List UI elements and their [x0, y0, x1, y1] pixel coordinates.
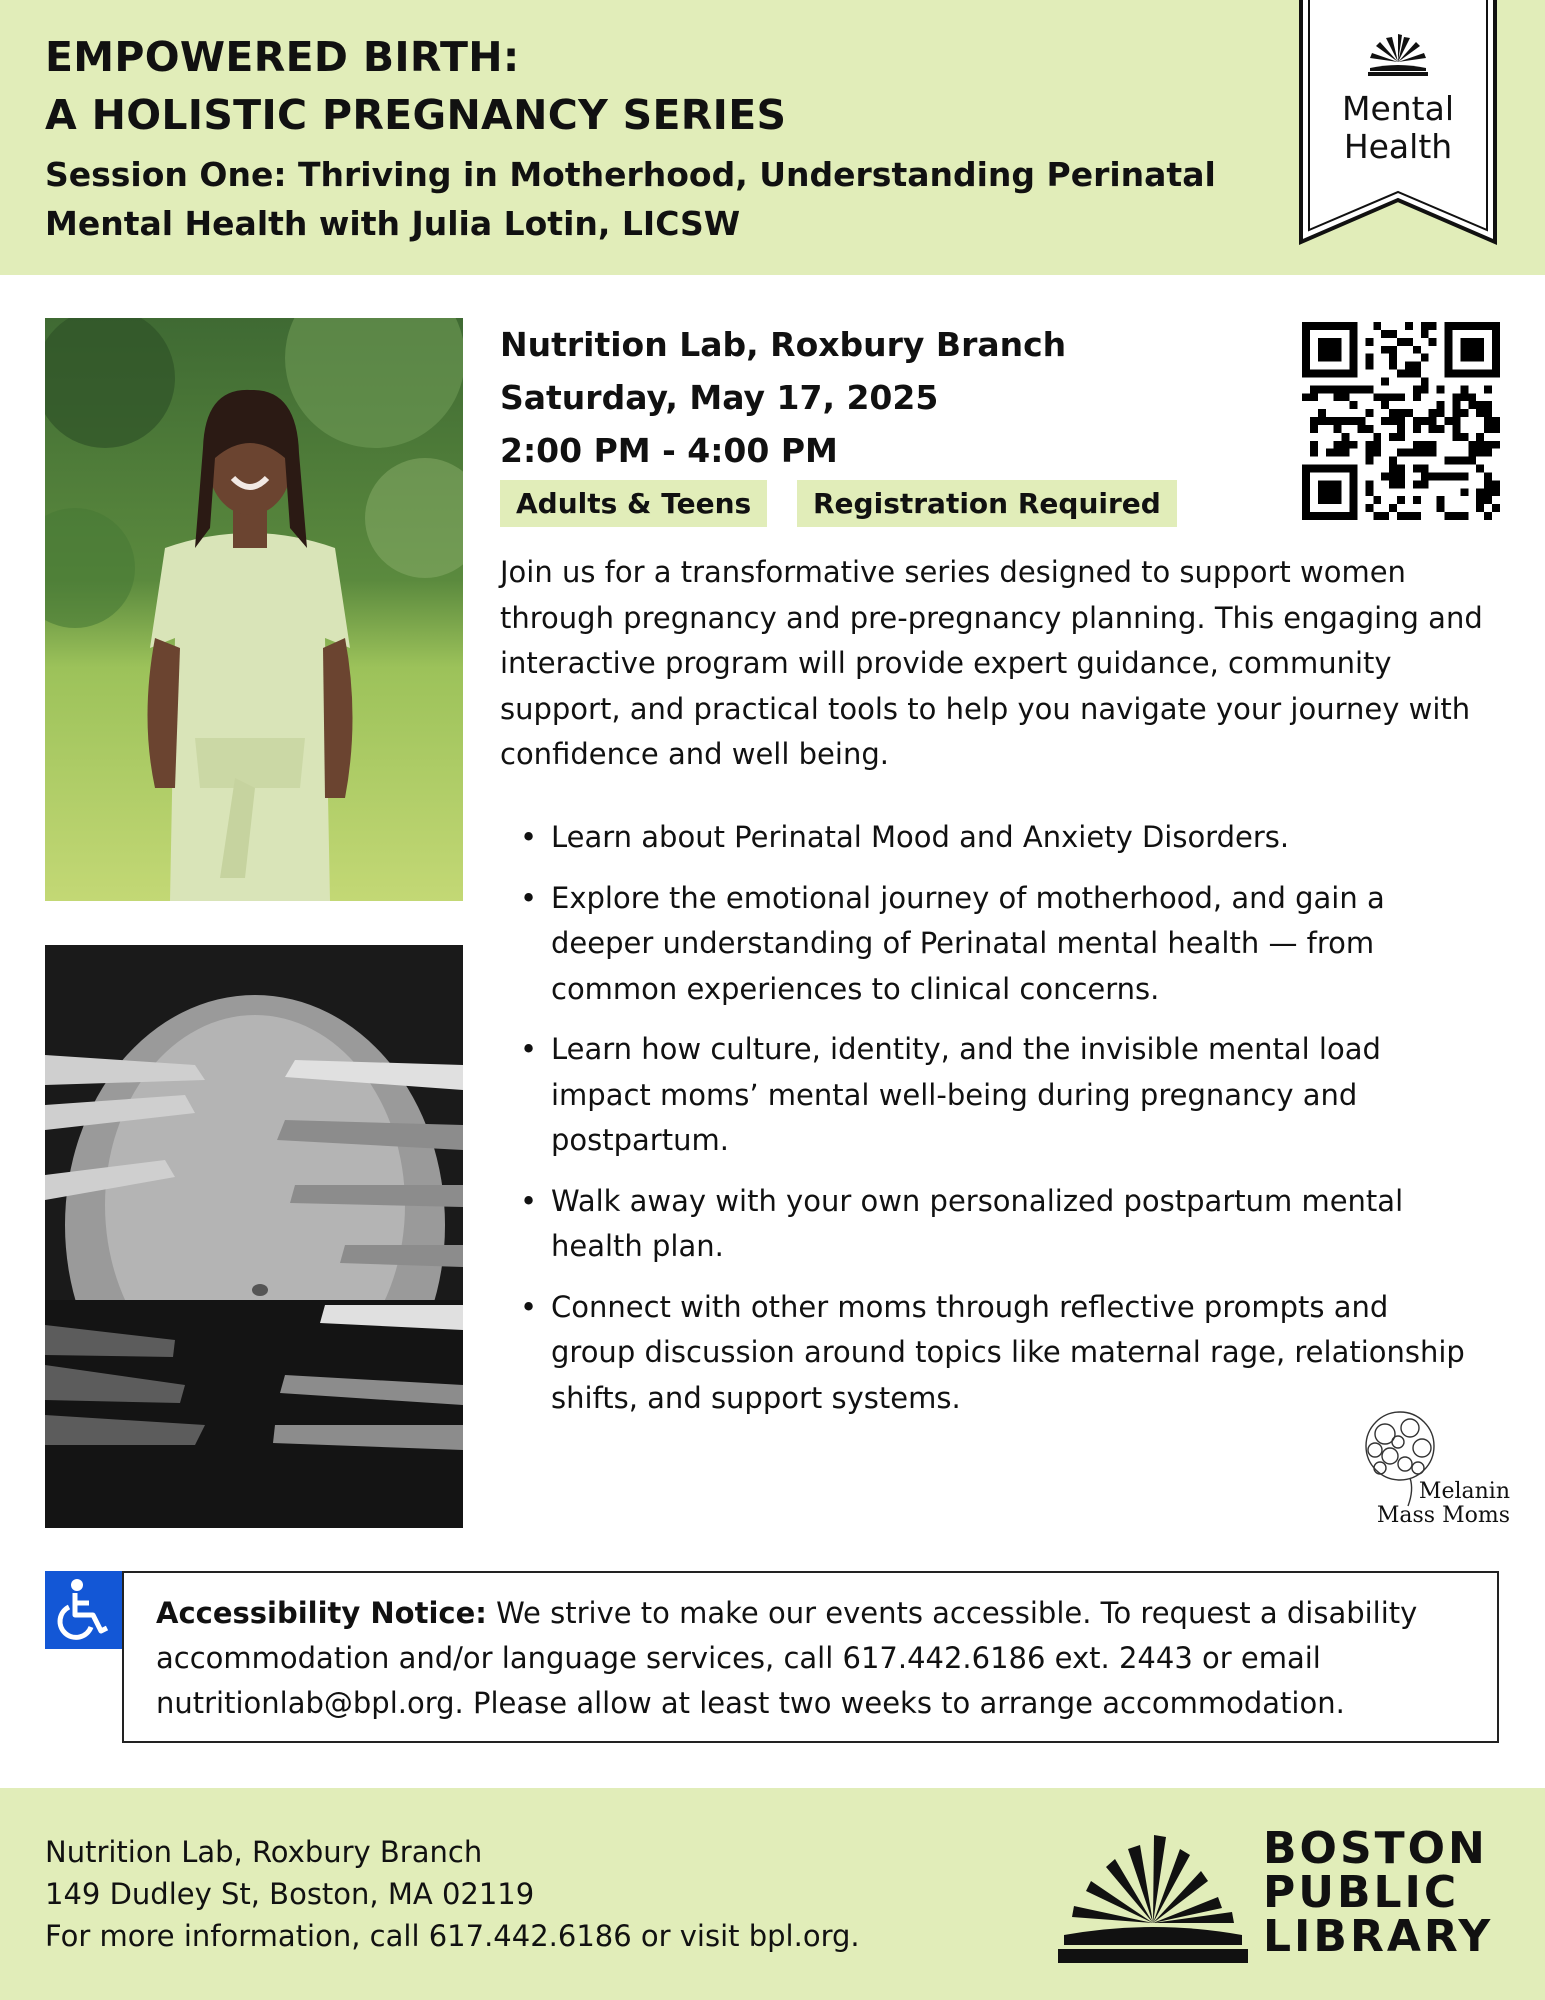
- list-item: • Learn how culture, identity, and the invisible mental load impact moms’ mental well-being during pregnancy and postpartum.: [520, 1027, 1480, 1164]
- bpl-wordmark: [1263, 1823, 1494, 1962]
- melanin-mass-moms-text: [1360, 1480, 1510, 1528]
- title-line-2: A HOLISTIC PREGNANCY SERIES: [45, 91, 787, 139]
- footer-address: 149 Dudley St, Boston, MA 02119: [45, 1877, 535, 1911]
- accessibility-text: [156, 1591, 1476, 1726]
- bpl-line-3: LIBRARY: [1263, 1911, 1494, 1962]
- event-time: 2:00 PM - 4:00 PM: [500, 431, 838, 470]
- partner-logo-line-2: Mass Moms: [1376, 1503, 1510, 1528]
- badge-line-2: Health: [1343, 127, 1453, 166]
- footer-branch: Nutrition Lab, Roxbury Branch: [45, 1835, 483, 1869]
- wheelchair-icon: [45, 1571, 123, 1649]
- title-line-1: EMPOWERED BIRTH:: [45, 33, 520, 81]
- event-location: Nutrition Lab, Roxbury Branch: [500, 325, 1067, 364]
- footer-contact: [45, 1831, 860, 1957]
- tag-registration: Registration Required: [797, 480, 1177, 527]
- footer-info: For more information, call 617.442.6186 or visit bpl.org.: [45, 1919, 860, 1953]
- list-item: • Explore the emotional journey of motherhood, and gain a deeper understanding of Perinatal mental health — from common experiences to clinical concerns.: [520, 876, 1480, 1013]
- qr-code[interactable]: [1302, 322, 1500, 520]
- mental-health-badge: [1299, 0, 1497, 248]
- partner-logo-line-1: Melanin: [1418, 1479, 1510, 1504]
- list-item: • Walk away with your own personalized postpartum mental health plan.: [520, 1179, 1480, 1270]
- tag-audience: Adults & Teens: [500, 480, 767, 527]
- accessibility-notice: [122, 1571, 1499, 1743]
- event-date: Saturday, May 17, 2025: [500, 378, 939, 417]
- session-subtitle: Session One: Thriving in Motherhood, Understanding Perinatal Mental Health with Julia Lotin, LICSW: [45, 155, 1216, 243]
- bpl-line-2: PUBLIC: [1263, 1867, 1460, 1918]
- topics-list: [520, 815, 1480, 1436]
- page-title: [45, 28, 786, 144]
- footer: [0, 1788, 1545, 2000]
- event-description: Join us for a transformative series designed to support women through pregnancy and pre-pregnancy planning. This engaging and interactive program will provide expert guidance, community support, and practical tools to help you navigate your journey with confidence and well being.: [500, 555, 1483, 771]
- badge-line-1: Mental: [1341, 89, 1455, 128]
- bpl-book-fan-logo: [1058, 1831, 1248, 1966]
- event-info: [500, 318, 1066, 477]
- accessibility-label: Accessibility Notice:: [156, 1596, 487, 1630]
- list-item: • Learn about Perinatal Mood and Anxiety Disorders.: [520, 815, 1480, 861]
- list-item: • Connect with other moms through reflective prompts and group discussion around topics like maternal rage, relationship shifts, and support systems.: [520, 1285, 1480, 1422]
- pregnancy-hands-photo: [45, 945, 463, 1528]
- accessibility-body: We strive to make our events accessible. To request a disability accommodation and/or language services, call 617.442.6186 ext. 2443 or email nutritionlab@bpl.org. Please allow at least two weeks to arrange accommodation.: [156, 1596, 1418, 1720]
- bpl-line-1: BOSTON: [1263, 1823, 1488, 1874]
- speaker-photo: [45, 318, 463, 901]
